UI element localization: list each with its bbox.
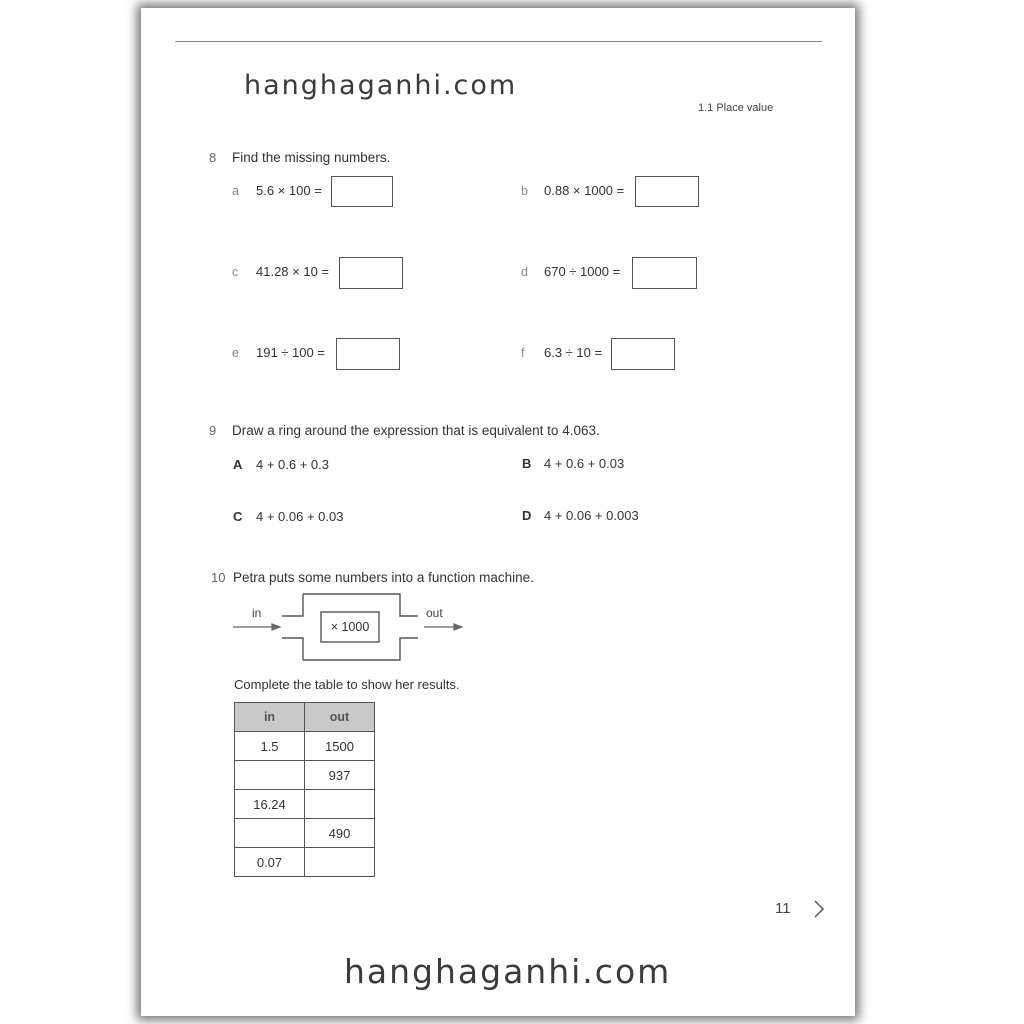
watermark-top: hanghaganhi.com <box>244 70 518 101</box>
table-cell-out: 490 <box>305 819 375 848</box>
q8d-expression: 670 ÷ 1000 = <box>544 264 621 279</box>
q9-option-b-expression[interactable]: 4 + 0.6 + 0.03 <box>544 456 625 471</box>
table-cell-in[interactable] <box>235 819 305 848</box>
header-rule <box>175 41 822 42</box>
machine-out-label: out <box>426 606 443 620</box>
q8b-answer-box[interactable] <box>635 176 699 207</box>
table-instruction: Complete the table to show her results. <box>234 677 460 692</box>
q8e-expression: 191 ÷ 100 = <box>256 345 325 360</box>
function-table <box>234 702 375 877</box>
q9-option-a-label: A <box>233 457 243 472</box>
table-cell-in: 0.07 <box>235 848 305 877</box>
chevron-right-icon[interactable] <box>812 899 826 919</box>
page-number: 11 <box>775 900 791 917</box>
table-row <box>235 732 375 761</box>
q8a-answer-box[interactable] <box>331 176 393 207</box>
q9-option-c-label: C <box>233 509 243 524</box>
machine-in-label: in <box>252 606 262 620</box>
q8c-answer-box[interactable] <box>339 257 403 289</box>
table-row <box>235 848 375 877</box>
table-header-in: in <box>235 703 305 732</box>
table-cell-out[interactable] <box>305 848 375 877</box>
q9-option-a-expression[interactable]: 4 + 0.6 + 0.3 <box>256 457 330 472</box>
question-number-10: 10 <box>211 570 226 585</box>
q8e-answer-box[interactable] <box>336 338 400 370</box>
table-cell-out[interactable] <box>305 790 375 819</box>
question-8-text: Find the missing numbers. <box>232 150 391 165</box>
table-cell-out: 1500 <box>305 732 375 761</box>
table-row <box>235 761 375 790</box>
q8b-label: b <box>521 184 528 198</box>
q8f-label: f <box>521 346 525 360</box>
q9-option-c-expression[interactable]: 4 + 0.06 + 0.03 <box>256 509 344 524</box>
q8f-expression: 6.3 ÷ 10 = <box>544 345 603 360</box>
q8c-label: c <box>232 265 239 279</box>
q8a-expression: 5.6 × 100 = <box>256 183 322 198</box>
machine-operation: × 1000 <box>330 620 370 634</box>
table-cell-in: 16.24 <box>235 790 305 819</box>
q8a-label: a <box>232 184 239 198</box>
q9-option-b-label: B <box>522 456 532 471</box>
q9-option-d-expression[interactable]: 4 + 0.06 + 0.003 <box>544 508 639 523</box>
table-header-out: out <box>305 703 375 732</box>
q8f-answer-box[interactable] <box>611 338 675 370</box>
q8d-answer-box[interactable] <box>632 257 697 289</box>
table-cell-in[interactable] <box>235 761 305 790</box>
watermark-bottom: hanghaganhi.com <box>344 952 672 991</box>
question-10-text: Petra puts some numbers into a function machine. <box>233 570 534 585</box>
function-machine-diagram <box>228 590 468 666</box>
table-row <box>235 819 375 848</box>
q9-option-d-label: D <box>522 508 532 523</box>
q8d-label: d <box>521 265 528 279</box>
table-cell-in: 1.5 <box>235 732 305 761</box>
table-cell-out: 937 <box>305 761 375 790</box>
question-number-8: 8 <box>209 150 217 165</box>
q8c-expression: 41.28 × 10 = <box>256 264 330 279</box>
q8b-expression: 0.88 × 1000 = <box>544 183 625 198</box>
table-row <box>235 790 375 819</box>
section-header: 1.1 Place value <box>698 102 774 114</box>
question-number-9: 9 <box>209 423 217 438</box>
q8e-label: e <box>232 346 239 360</box>
question-9-text: Draw a ring around the expression that is equivalent to 4.063. <box>232 423 600 438</box>
